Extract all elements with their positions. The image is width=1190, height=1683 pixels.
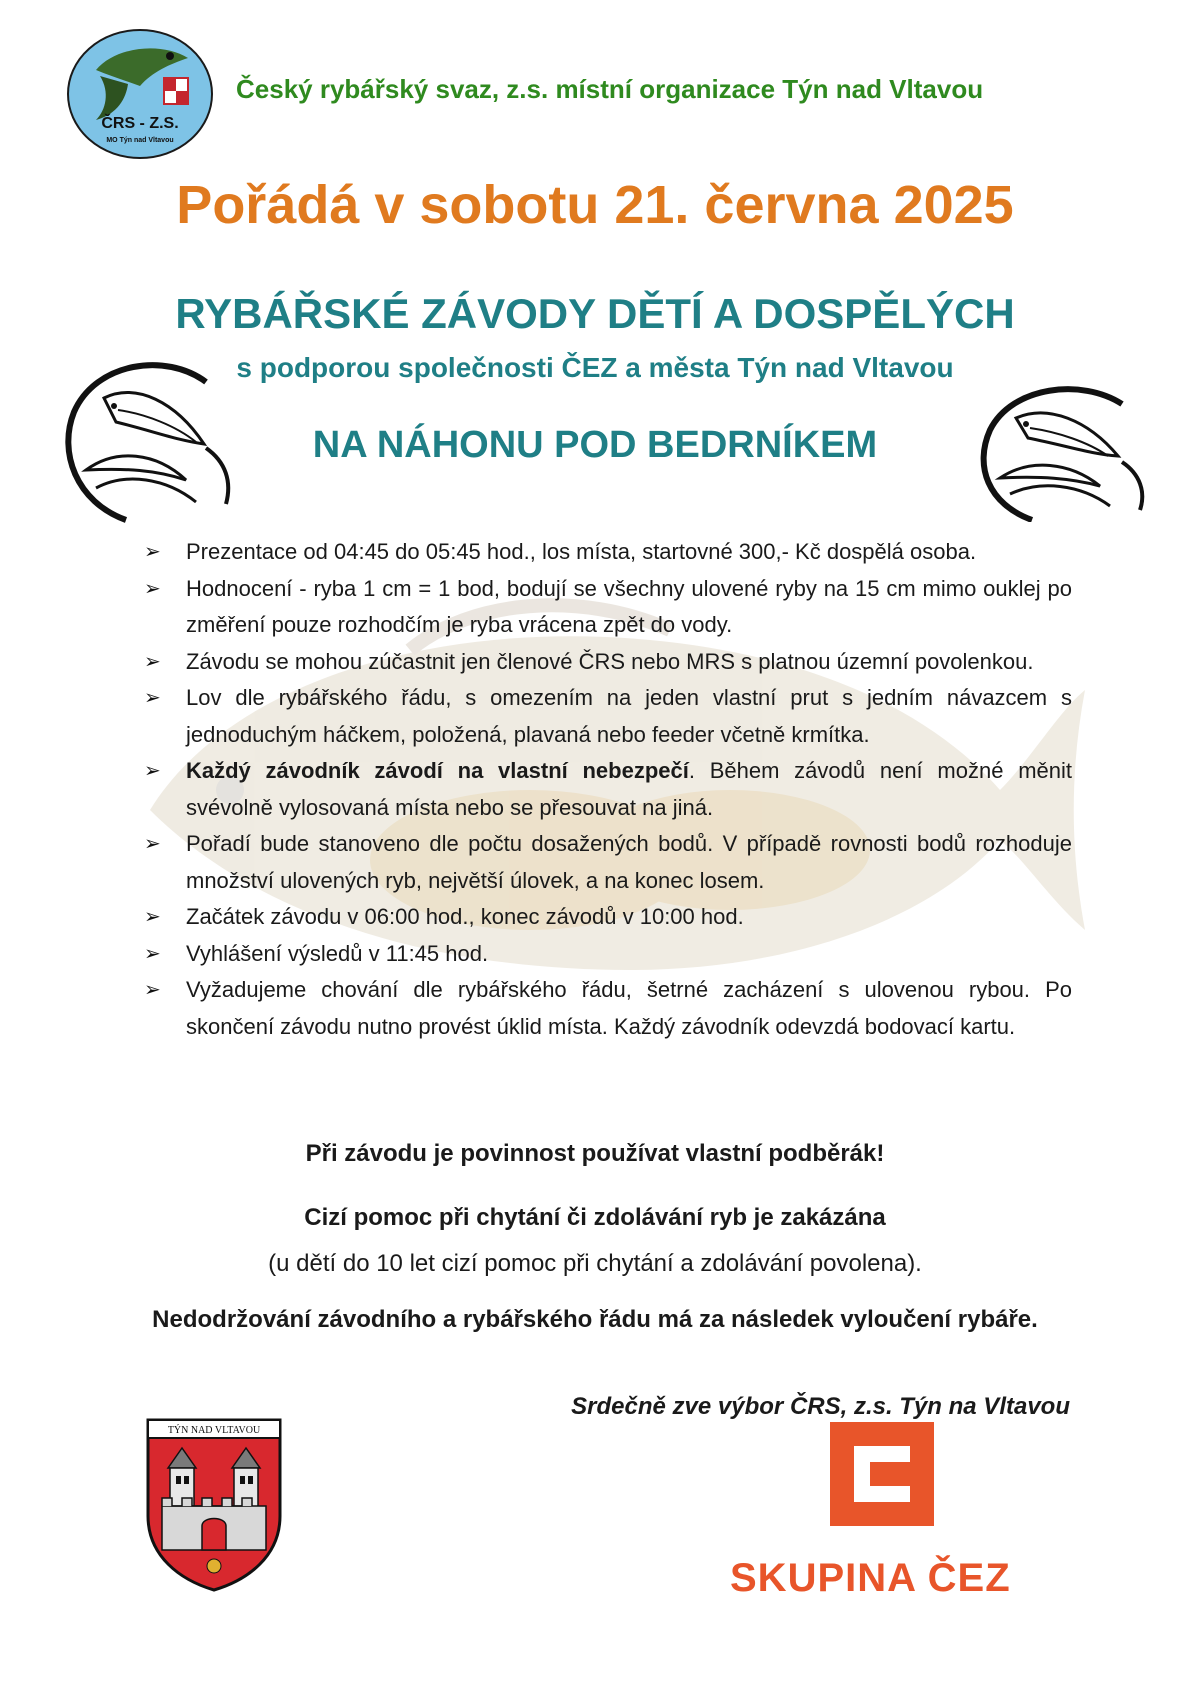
logo-text: ČRS - Z.S.	[101, 115, 179, 132]
bullet-arrow-icon: ➢	[144, 833, 161, 855]
coat-of-arms-label: TÝN NAD VLTAVOU	[167, 1425, 261, 1436]
list-item	[142, 680, 1072, 753]
event-venue: NA NÁHONU POD BEDRNÍKEM	[312, 424, 878, 466]
bullet-arrow-icon: ➢	[144, 760, 161, 782]
logo-subtext: MO Týn nad Vltavou	[106, 137, 174, 144]
list-item	[142, 936, 1072, 973]
bullet-arrow-icon: ➢	[144, 650, 161, 673]
rule-text: Závodu se mohou zúčastnit jen členové ČRS nebo MRS s platnou územní povolenkou.	[186, 648, 1034, 674]
organization-name: Český rybářský svaz, z.s. místní organizace Týn nad Vltavou	[236, 74, 984, 104]
list-item	[142, 899, 1072, 936]
bullet-arrow-icon: ➢	[144, 577, 161, 600]
sponsor-name: SKUPINA ČEZ	[730, 1556, 1011, 1600]
cez-logo-icon	[830, 1422, 934, 1526]
list-item	[142, 534, 1072, 571]
invitation-signature: Srdečně zve výbor ČRS, z.s. Týn na Vltavou	[571, 1393, 1070, 1420]
list-item	[142, 571, 1072, 644]
event-title: RYBÁŘSKÉ ZÁVODY DĚTÍ A DOSPĚLÝCH	[175, 290, 1015, 337]
list-item	[142, 644, 1072, 681]
coat-of-arms-icon	[144, 1416, 284, 1592]
event-date: Pořádá v sobotu 21. června 2025	[176, 175, 1014, 235]
event-support: s podporou společnosti ČEZ a města Týn nad Vltavou	[236, 352, 954, 383]
crs-logo	[66, 28, 214, 160]
rule-text: Vyžadujeme chování dle rybářského řádu, šetrné zacházení s ulovenou rybou. Po skončení závodu nutno provést úklid místa. Každý závodník odevzdá bodovací kartu.	[186, 977, 1072, 1039]
rule-text: Lov dle rybářského řádu, s omezením na jeden vlastní prut s jedním návazcem s jednoduchým háčkem, položená, plavaná nebo feeder včetně krmítka.	[186, 685, 1072, 747]
bullet-arrow-icon: ➢	[144, 942, 161, 965]
rule-text: Začátek závodu v 06:00 hod., konec závodů v 10:00 hod.	[186, 904, 744, 929]
rule-text: Prezentace od 04:45 do 05:45 hod., los místa, startovné 300,- Kč dospělá osoba.	[186, 539, 977, 564]
list-item	[142, 972, 1072, 1045]
rule-text: Pořadí bude stanoveno dle počtu dosažených bodů. V případě rovnosti bodů rozhoduje množství ulovených ryb, největší úlovek, a na konec losem.	[186, 831, 1072, 893]
notice-landing-net: Při závodu je povinnost používat vlastní podběrák!	[305, 1140, 885, 1167]
rule-text: Hodnocení - ryba 1 cm = 1 bod, bodují se všechny ulovené ryby na 15 cm mimo ouklej po změření pouze rozhodčím je ryba vrácena zpět do vody.	[186, 575, 1072, 637]
list-item	[142, 826, 1072, 899]
notice-kids-exception: (u dětí do 10 let cizí pomoc při chytání a zdolávání povolena).	[268, 1250, 922, 1277]
rules-list	[142, 534, 1072, 1045]
notice-penalty: Nedodržování závodního a rybářského řádu má za následek vyloučení rybáře.	[152, 1306, 1038, 1333]
rule-text: . Během závodů není možné měnit svévolně vylosovaná místa nebo se přesouvat na jiná.	[186, 758, 1072, 820]
list-item	[142, 753, 1072, 826]
fish-emblem-icon	[972, 380, 1154, 522]
rule-bold-text: Každý závodník závodí na vlastní nebezpečí	[186, 758, 689, 783]
bullet-arrow-icon: ➢	[144, 906, 161, 928]
rule-text: Vyhlášení výsledů v 11:45 hod.	[186, 940, 489, 966]
bullet-arrow-icon: ➢	[144, 979, 161, 1001]
bullet-arrow-icon: ➢	[144, 687, 161, 709]
bullet-arrow-icon: ➢	[144, 541, 161, 563]
notice-no-help: Cizí pomoc při chytání či zdolávání ryb je zakázána	[304, 1204, 886, 1231]
fish-emblem-icon	[56, 352, 244, 524]
